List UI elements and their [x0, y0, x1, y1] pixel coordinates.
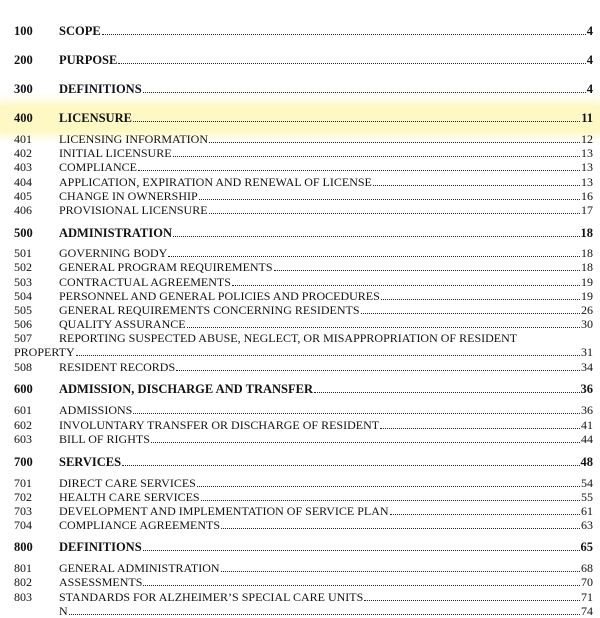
section-number: 401 [14, 132, 32, 146]
toc-section-heading[interactable] [14, 540, 593, 554]
dot-leader [199, 199, 580, 200]
dot-leader [176, 370, 580, 371]
section-title: INVOLUNTARY TRANSFER OR DISCHARGE OF RESIDENT [59, 418, 380, 432]
toc-section-heading[interactable] [14, 53, 593, 67]
section-number: 400 [14, 111, 33, 125]
section-title: GENERAL REQUIREMENTS CONCERNING RESIDENTS [59, 303, 360, 317]
section-title: SCOPE [59, 24, 101, 38]
section-number: 501 [14, 246, 32, 260]
page-number: 4 [586, 82, 593, 96]
dot-leader [197, 486, 580, 487]
section-title: SERVICES [59, 455, 122, 469]
page-number: 41 [581, 418, 593, 432]
page-number: 31 [581, 345, 593, 359]
toc-entry[interactable] [14, 175, 593, 189]
page-number: 11 [581, 111, 593, 125]
toc-section-heading[interactable] [14, 24, 593, 38]
section-title: GOVERNING BODY [59, 246, 168, 260]
dot-leader [221, 571, 580, 572]
dot-leader [133, 413, 580, 414]
toc-section-heading[interactable] [14, 382, 593, 396]
section-number: 502 [14, 260, 32, 274]
page-number: 17 [581, 203, 593, 217]
page-number: 63 [581, 518, 593, 532]
section-title: PROVISIONAL LICENSURE [59, 203, 208, 217]
dot-leader [133, 121, 580, 122]
section-title: COMPLIANCE [59, 160, 138, 174]
section-title: CONTRACTUAL AGREEMENTS [59, 275, 231, 289]
page-number: 61 [581, 504, 593, 518]
toc-entry[interactable] [14, 476, 593, 490]
section-number: 406 [14, 203, 32, 217]
section-number: 403 [14, 160, 32, 174]
dot-leader [143, 92, 586, 93]
page-number: 16 [581, 189, 593, 203]
toc-section-heading[interactable] [14, 111, 593, 125]
page-number: 74 [581, 604, 593, 618]
section-title: GENERAL ADMINISTRATION [59, 561, 220, 575]
section-number: 801 [14, 561, 32, 575]
page-number: 13 [581, 160, 593, 174]
section-number: 405 [14, 189, 32, 203]
page-number: 13 [581, 146, 593, 160]
page-number: 34 [581, 360, 593, 374]
section-number: 701 [14, 476, 32, 490]
page-number: 26 [581, 303, 593, 317]
toc-entry[interactable] [14, 360, 593, 374]
section-title: DEFINITIONS [59, 540, 142, 554]
section-number: 803 [14, 590, 32, 604]
section-title: N [59, 604, 68, 618]
page-number: 30 [581, 317, 593, 331]
dot-leader [274, 270, 580, 271]
section-number: 704 [14, 518, 32, 532]
section-title: INITIAL LICENSURE [59, 146, 172, 160]
dot-leader [373, 185, 580, 186]
toc-entry[interactable] [14, 518, 593, 532]
page-number: 13 [581, 175, 593, 189]
section-title: DEVELOPMENT AND IMPLEMENTATION OF SERVICE PLAN [59, 504, 389, 518]
toc-entry[interactable] [14, 403, 593, 417]
dot-leader [69, 614, 580, 615]
section-number: 802 [14, 575, 32, 589]
section-title: ADMINISTRATION [59, 226, 172, 240]
dot-leader [173, 156, 580, 157]
dot-leader [143, 550, 580, 551]
section-number: 508 [14, 360, 32, 374]
section-title: CHANGE IN OWNERSHIP [59, 189, 198, 203]
dot-leader [143, 585, 580, 586]
page-number: 18 [581, 260, 593, 274]
toc-entry-continuation[interactable] [14, 345, 593, 359]
toc-entry[interactable] [14, 575, 593, 589]
dot-leader [187, 327, 580, 328]
page-number: 54 [581, 476, 593, 490]
section-number: 503 [14, 275, 32, 289]
section-title: PERSONNEL AND GENERAL POLICIES AND PROCEDURES [59, 289, 380, 303]
section-title: STANDARDS FOR ALZHEIMER’S SPECIAL CARE UNITS [59, 590, 364, 604]
section-title: LICENSURE [59, 111, 132, 125]
section-number: 505 [14, 303, 32, 317]
toc-entry[interactable] [14, 432, 593, 446]
dot-leader [201, 500, 580, 501]
dot-leader [364, 600, 580, 601]
toc-entry[interactable] [14, 275, 593, 289]
section-title: DEFINITIONS [59, 82, 142, 96]
toc-entry[interactable] [14, 132, 593, 146]
page-number: 68 [581, 561, 593, 575]
section-number: 603 [14, 432, 32, 446]
section-number: 500 [14, 226, 33, 240]
section-number: 800 [14, 540, 33, 554]
toc-entry[interactable] [14, 331, 593, 345]
page-number: 4 [586, 24, 593, 38]
section-title: DIRECT CARE SERVICES [59, 476, 196, 490]
page-number: 44 [581, 432, 593, 446]
page-number: 4 [586, 53, 593, 67]
page-number: 71 [581, 590, 593, 604]
page-number: 12 [581, 132, 593, 146]
section-number: 702 [14, 490, 32, 504]
section-number: 200 [14, 53, 33, 67]
section-number: 703 [14, 504, 32, 518]
dot-leader [138, 170, 580, 171]
toc-section-heading[interactable] [14, 455, 593, 469]
toc-entry[interactable] [14, 146, 593, 160]
dot-leader [209, 213, 580, 214]
dot-leader [118, 63, 585, 64]
section-number: 300 [14, 82, 33, 96]
dot-leader [151, 442, 580, 443]
dot-leader [173, 236, 580, 237]
dot-leader [76, 355, 580, 356]
dot-leader [221, 528, 580, 529]
section-number: 700 [14, 455, 33, 469]
toc-entry[interactable] [14, 504, 593, 518]
section-number: 601 [14, 403, 32, 417]
section-title: ADMISSION, DISCHARGE AND TRANSFER [59, 382, 313, 396]
dot-leader [390, 514, 580, 515]
dot-leader [168, 256, 580, 257]
dot-leader [102, 34, 586, 35]
page-number: 19 [581, 275, 593, 289]
toc-entry[interactable] [14, 317, 593, 331]
section-number: 602 [14, 418, 32, 432]
toc-entry[interactable] [14, 561, 593, 575]
page-number: 70 [581, 575, 593, 589]
toc-entry[interactable] [14, 160, 593, 174]
page-number: 36 [581, 403, 593, 417]
section-number: 506 [14, 317, 32, 331]
toc-entry[interactable] [14, 203, 593, 217]
section-title: COMPLIANCE AGREEMENTS [59, 518, 221, 532]
section-title: LICENSING INFORMATION [59, 132, 208, 146]
dot-leader [381, 299, 580, 300]
section-number: 100 [14, 24, 33, 38]
dot-leader [232, 285, 580, 286]
section-title: HEALTH CARE SERVICES [59, 490, 200, 504]
section-number: 600 [14, 382, 33, 396]
toc-entry[interactable] [14, 490, 593, 504]
page-number: 48 [580, 455, 593, 469]
section-title: RESIDENT RECORDS [59, 360, 176, 374]
section-title: REPORTING SUSPECTED ABUSE, NEGLECT, OR MISAPPROPRIATION OF RESIDENT [59, 331, 518, 345]
dot-leader [361, 313, 580, 314]
section-title: ADMISSIONS [59, 403, 133, 417]
page-number: 65 [580, 540, 593, 554]
toc-section-heading[interactable] [14, 82, 593, 96]
section-title: GENERAL PROGRAM REQUIREMENTS [59, 260, 273, 274]
page-number: 18 [580, 226, 593, 240]
page-number: 36 [580, 382, 593, 396]
page-number: 18 [581, 246, 593, 260]
toc-section-heading[interactable] [14, 226, 593, 240]
section-number: 507 [14, 331, 32, 345]
section-number: 402 [14, 146, 32, 160]
toc-entry[interactable] [14, 246, 593, 260]
section-title: ASSESSMENTS [59, 575, 143, 589]
toc-entry[interactable] [14, 260, 593, 274]
dot-leader [209, 142, 580, 143]
page-number: 19 [581, 289, 593, 303]
dot-leader [380, 428, 580, 429]
section-number: 404 [14, 175, 32, 189]
dot-leader [122, 465, 579, 466]
section-title: PURPOSE [59, 53, 118, 67]
toc-entry[interactable] [14, 289, 593, 303]
dot-leader [314, 392, 580, 393]
section-title: BILL OF RIGHTS [59, 432, 150, 446]
toc-entry[interactable] [14, 604, 593, 618]
page-number: 55 [581, 490, 593, 504]
toc-entry[interactable] [14, 418, 593, 432]
section-title-continuation: PROPERTY [14, 345, 75, 359]
toc-entry[interactable] [14, 590, 593, 604]
toc-entry[interactable] [14, 303, 593, 317]
section-number: 504 [14, 289, 32, 303]
section-title: QUALITY ASSURANCE [59, 317, 186, 331]
section-title: APPLICATION, EXPIRATION AND RENEWAL OF LICENSE [59, 175, 372, 189]
toc-entry[interactable] [14, 189, 593, 203]
